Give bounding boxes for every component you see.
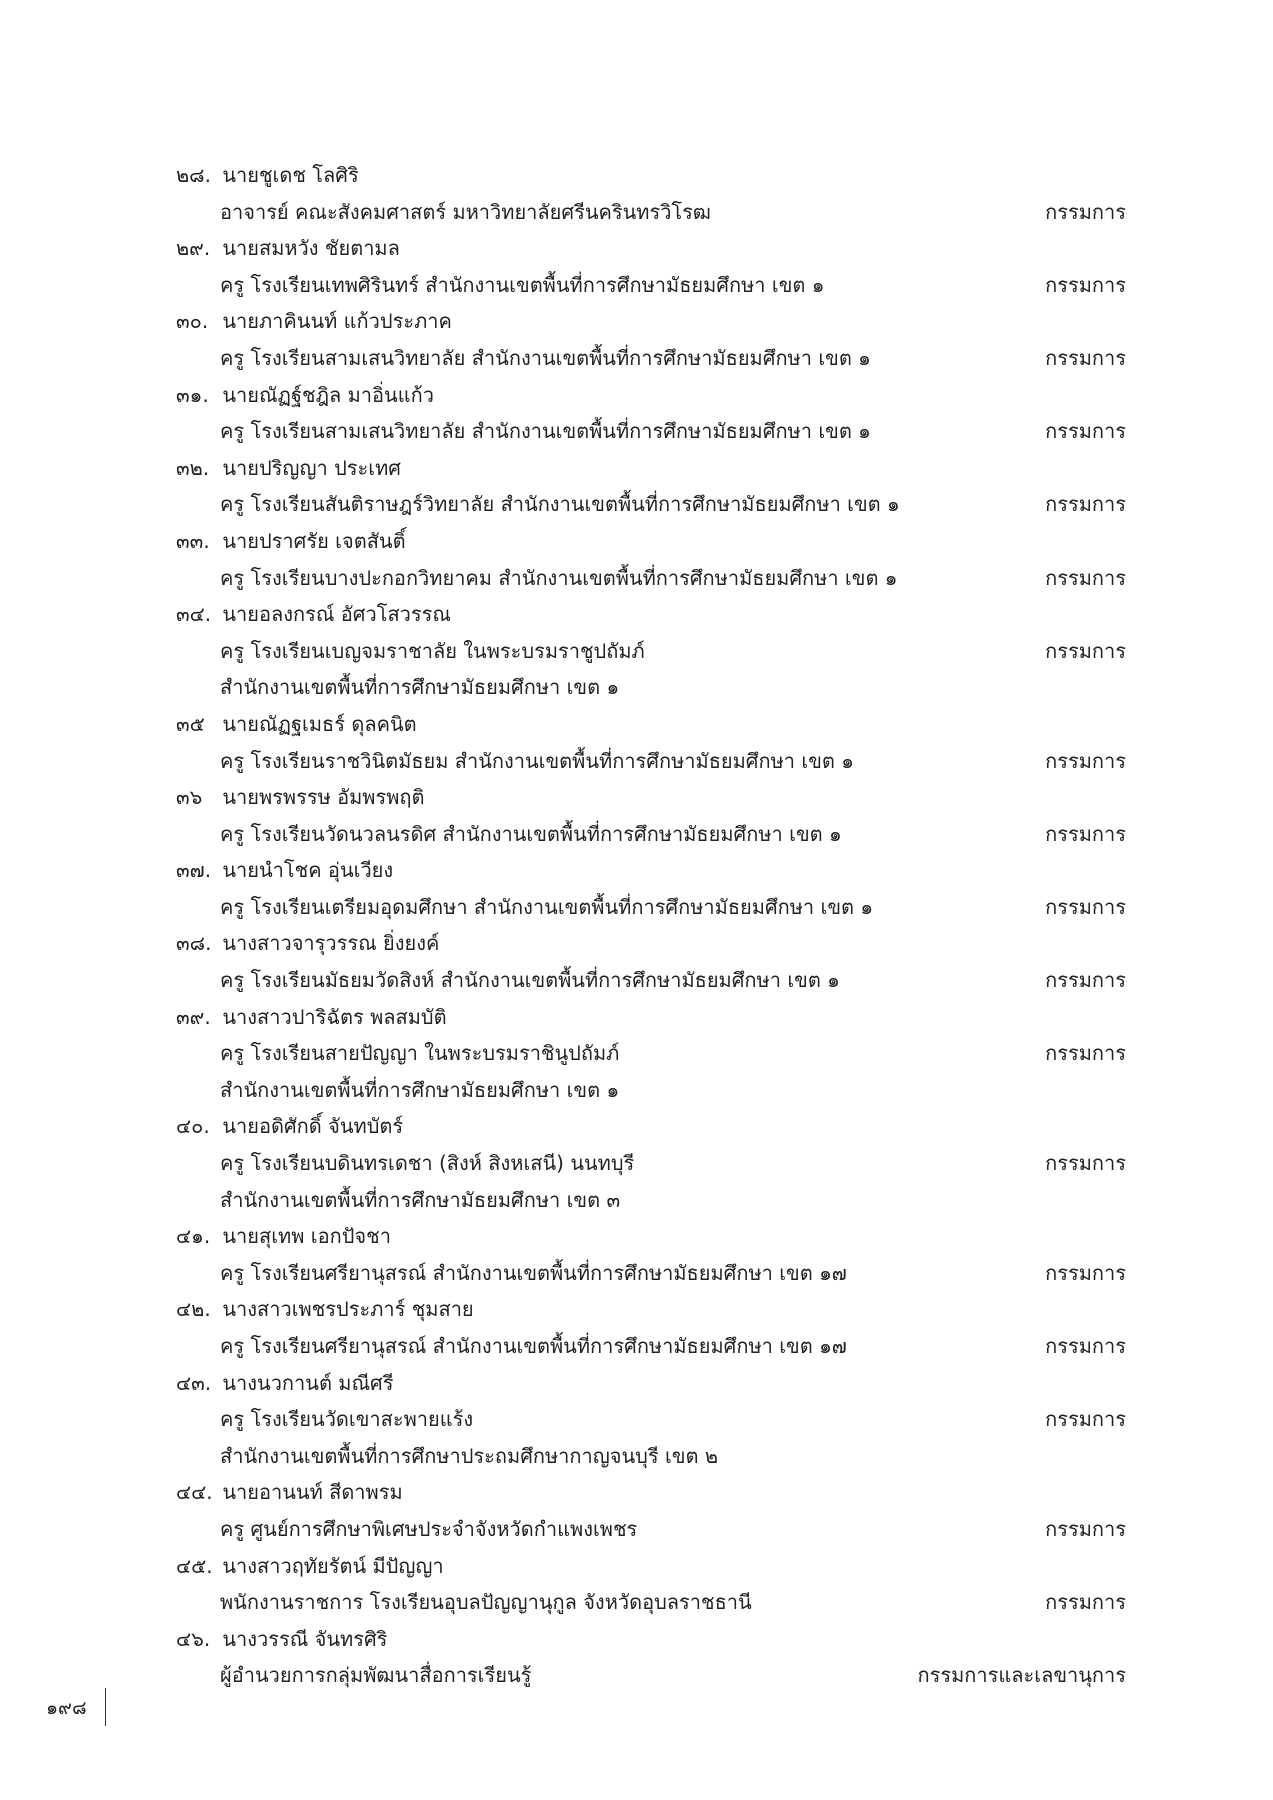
member-number: ๓๒.	[176, 455, 210, 480]
committee-member	[176, 377, 1126, 450]
member-number: ๓๙.	[176, 1004, 211, 1029]
member-role: กรรมการ	[1045, 419, 1126, 444]
member-position: ครู โรงเรียนเทพศิรินทร์ สำนักงานเขตพื้นที่การศึกษามัธยมศึกษา เขต ๑	[220, 272, 825, 297]
member-position: ครู โรงเรียนศรียานุสรณ์ สำนักงานเขตพื้นที่การศึกษามัธยมศึกษา เขต ๑๗	[220, 1334, 847, 1358]
member-name-line	[176, 1108, 1126, 1145]
member-position: ครู โรงเรียนมัธยมวัดสิงห์ สำนักงานเขตพื้นที่การศึกษามัธยมศึกษา เขต ๑	[220, 968, 840, 993]
member-number: ๔๒.	[176, 1297, 211, 1322]
member-name: นางสาวจารุวรรณ ยิ่งยงค์	[222, 931, 440, 956]
member-name: นายณัฏฐเมธร์ ดุลคนิต	[222, 711, 417, 736]
member-position-line	[176, 816, 1126, 853]
member-name: นายอานนท์ สีดาพรม	[222, 1480, 403, 1505]
member-position-line	[176, 1072, 1126, 1109]
member-number: ๓๑.	[176, 382, 209, 407]
member-position-line	[176, 633, 1126, 670]
committee-member	[176, 1621, 1126, 1694]
committee-member	[176, 1365, 1126, 1475]
member-number: ๔๐.	[176, 1114, 210, 1139]
member-name-line	[176, 925, 1126, 962]
member-number: ๓๓.	[176, 528, 210, 553]
member-role: กรรมการ	[1045, 821, 1126, 846]
member-role: กรรมการ	[1045, 1260, 1126, 1285]
member-number: ๓๗.	[176, 858, 212, 883]
member-name-line	[176, 1291, 1126, 1328]
member-name: นายอดิศักดิ์ จันทบัตร์	[222, 1114, 404, 1139]
member-role: กรรมการ	[1045, 199, 1126, 224]
committee-member	[176, 999, 1126, 1109]
member-name: นายภาคินนท์ แก้วประภาค	[222, 309, 452, 334]
committee-member	[176, 706, 1126, 779]
member-role: กรรมการ	[1045, 345, 1126, 370]
member-number: ๔๑.	[176, 1224, 211, 1249]
member-number: ๒๘.	[176, 163, 211, 187]
member-name-line	[176, 706, 1126, 743]
member-role: กรรมการ	[1045, 638, 1126, 663]
member-position-line	[176, 669, 1126, 706]
member-position-line	[176, 1657, 1126, 1694]
member-role: กรรมการ	[1045, 492, 1126, 517]
committee-member	[176, 1108, 1126, 1218]
member-number: ๓๔.	[176, 602, 212, 627]
member-role: กรรมการ	[1045, 1590, 1126, 1615]
committee-member	[176, 1218, 1126, 1291]
member-position: ครู โรงเรียนเตรียมอุดมศึกษา สำนักงานเขตพื้นที่การศึกษามัธยมศึกษา เขต ๑	[220, 894, 874, 919]
member-role: กรรมการ	[1045, 968, 1126, 993]
member-name: นายนำโชค อุ่นเวียง	[222, 858, 394, 883]
member-name: นายชูเดช โลศิริ	[222, 163, 359, 187]
member-position-line	[176, 1511, 1126, 1548]
member-name-line	[176, 1365, 1126, 1402]
member-name-line	[176, 999, 1126, 1036]
page-number: ๑๙๘	[46, 1697, 87, 1719]
member-position-line	[176, 486, 1126, 523]
member-role: กรรมการ	[1045, 565, 1126, 590]
member-number: ๔๓.	[176, 1370, 212, 1395]
member-position-line	[176, 889, 1126, 926]
member-position-line	[176, 1401, 1126, 1438]
member-position: สำนักงานเขตพื้นที่การศึกษาประถมศึกษากาญจนบุรี เขต ๒	[220, 1443, 719, 1468]
member-position: ครู โรงเรียนเบญจมราชาลัย ในพระบรมราชูปถัมภ์	[220, 638, 645, 663]
page-number-divider	[105, 1688, 106, 1726]
committee-member	[176, 523, 1126, 596]
member-position: ครู โรงเรียนบางปะกอกวิทยาคม สำนักงานเขตพื้นที่การศึกษามัธยมศึกษา เขต ๑	[220, 565, 898, 590]
committee-member	[176, 1474, 1126, 1547]
member-number: ๓๖	[176, 785, 203, 810]
member-name: นางสาวฤทัยรัตน์ มีปัญญา	[222, 1553, 444, 1578]
member-number: ๔๕.	[176, 1553, 213, 1578]
member-position-line	[176, 1584, 1126, 1621]
member-position-line	[176, 1182, 1126, 1219]
member-position: สำนักงานเขตพื้นที่การศึกษามัธยมศึกษา เขต ๑	[220, 675, 620, 700]
committee-member	[176, 925, 1126, 998]
member-position-line	[176, 560, 1126, 597]
member-name: นายสุเทพ เอกปัจชา	[222, 1224, 391, 1249]
member-position-line	[176, 413, 1126, 450]
member-position: ครู โรงเรียนสายปัญญา ในพระบรมราชินูปถัมภ์	[220, 1041, 620, 1066]
member-name-line	[176, 779, 1126, 816]
member-name-line	[176, 377, 1126, 414]
member-name-line	[176, 157, 1126, 194]
member-number: ๒๙.	[176, 236, 211, 261]
member-position: ครู โรงเรียนราชวินิตมัธยม สำนักงานเขตพื้นที่การศึกษามัธยมศึกษา เขต ๑	[220, 748, 854, 773]
member-position: พนักงานราชการ โรงเรียนอุบลปัญญานุกูล จังหวัดอุบลราชธานี	[220, 1590, 752, 1615]
committee-member	[176, 1291, 1126, 1364]
member-role: กรรมการ	[1045, 1334, 1126, 1358]
member-role: กรรมการและเลขานุการ	[917, 1663, 1126, 1688]
committee-member	[176, 303, 1126, 376]
member-position: ครู โรงเรียนวัดนวลนรดิศ สำนักงานเขตพื้นที่การศึกษามัธยมศึกษา เขต ๑	[220, 821, 842, 846]
member-position-line	[176, 267, 1126, 304]
member-name-line	[176, 1621, 1126, 1658]
member-role: กรรมการ	[1045, 748, 1126, 773]
member-name: นายสมหวัง ชัยตามล	[222, 236, 400, 261]
member-position-line	[176, 1035, 1126, 1072]
member-name: นางสาวเพชรประภาร์ ชุมสาย	[222, 1297, 474, 1322]
member-name-line	[176, 230, 1126, 267]
member-number: ๓๘.	[176, 931, 212, 956]
member-name-line	[176, 450, 1126, 487]
member-name: นายณัฏฐ์ชฎิล มาอิ่นแก้ว	[222, 382, 434, 407]
member-position-line	[176, 340, 1126, 377]
member-position: สำนักงานเขตพื้นที่การศึกษามัธยมศึกษา เขต ๓	[220, 1187, 621, 1212]
member-position: ครู โรงเรียนสันติราษฎร์วิทยาลัย สำนักงานเขตพื้นที่การศึกษามัธยมศึกษา เขต ๑	[220, 492, 900, 517]
member-name-line	[176, 852, 1126, 889]
committee-member	[176, 230, 1126, 303]
committee-list	[176, 157, 1126, 1694]
committee-member	[176, 450, 1126, 523]
committee-member	[176, 779, 1126, 852]
member-name-line	[176, 1474, 1126, 1511]
member-role: กรรมการ	[1045, 894, 1126, 919]
member-position-line	[176, 1328, 1126, 1365]
member-position-line	[176, 1438, 1126, 1475]
member-position: สำนักงานเขตพื้นที่การศึกษามัธยมศึกษา เขต ๑	[220, 1077, 620, 1102]
member-position-line	[176, 1145, 1126, 1182]
member-position-line	[176, 194, 1126, 231]
member-number: ๓๕	[176, 711, 205, 736]
member-position: ผู้อำนวยการกลุ่มพัฒนาสื่อการเรียนรู้	[220, 1663, 532, 1688]
member-role: กรรมการ	[1045, 272, 1126, 297]
committee-member	[176, 157, 1126, 230]
member-position: ครู ศูนย์การศึกษาพิเศษประจำจังหวัดกำแพงเพชร	[220, 1516, 638, 1541]
member-name: นายพรพรรษ อัมพรพฤติ	[222, 785, 425, 810]
member-number: ๔๖.	[176, 1626, 211, 1651]
member-name-line	[176, 1218, 1126, 1255]
member-name: นายปราศรัย เจตสันติ์	[222, 528, 406, 553]
member-name-line	[176, 596, 1126, 633]
member-position: ครู โรงเรียนสามเสนวิทยาลัย สำนักงานเขตพื้นที่การศึกษามัธยมศึกษา เขต ๑	[220, 345, 871, 370]
member-name: นายอลงกรณ์ อัศวโสวรรณ	[222, 602, 451, 627]
member-number: ๔๔.	[176, 1480, 213, 1505]
member-position-line	[176, 743, 1126, 780]
member-number: ๓๐.	[176, 309, 209, 334]
member-name-line	[176, 523, 1126, 560]
member-name: นางวรรณี จันทรศิริ	[222, 1626, 388, 1651]
member-name: นายปริญญา ประเทศ	[222, 455, 401, 480]
member-name: นางสาวปาริฉัตร พลสมบัติ	[222, 1004, 447, 1029]
member-role: กรรมการ	[1045, 1151, 1126, 1176]
member-position: อาจารย์ คณะสังคมศาสตร์ มหาวิทยาลัยศรีนครินทรวิโรฒ	[220, 199, 711, 224]
member-name: นางนวกานต์ มณีศรี	[222, 1370, 394, 1395]
member-name-line	[176, 1548, 1126, 1585]
member-position-line	[176, 1255, 1126, 1292]
member-role: กรรมการ	[1045, 1516, 1126, 1541]
member-position: ครู โรงเรียนศรียานุสรณ์ สำนักงานเขตพื้นที่การศึกษามัธยมศึกษา เขต ๑๗	[220, 1260, 847, 1285]
member-position: ครู โรงเรียนบดินทรเดชา (สิงห์ สิงหเสนี) นนทบุรี	[220, 1151, 635, 1176]
committee-member	[176, 852, 1126, 925]
member-role: กรรมการ	[1045, 1407, 1126, 1432]
member-position: ครู โรงเรียนวัดเขาสะพายแร้ง	[220, 1407, 474, 1432]
member-name-line	[176, 303, 1126, 340]
member-position-line	[176, 962, 1126, 999]
committee-member	[176, 596, 1126, 706]
member-role: กรรมการ	[1045, 1041, 1126, 1066]
member-position: ครู โรงเรียนสามเสนวิทยาลัย สำนักงานเขตพื้นที่การศึกษามัธยมศึกษา เขต ๑	[220, 419, 871, 444]
committee-member	[176, 1548, 1126, 1621]
